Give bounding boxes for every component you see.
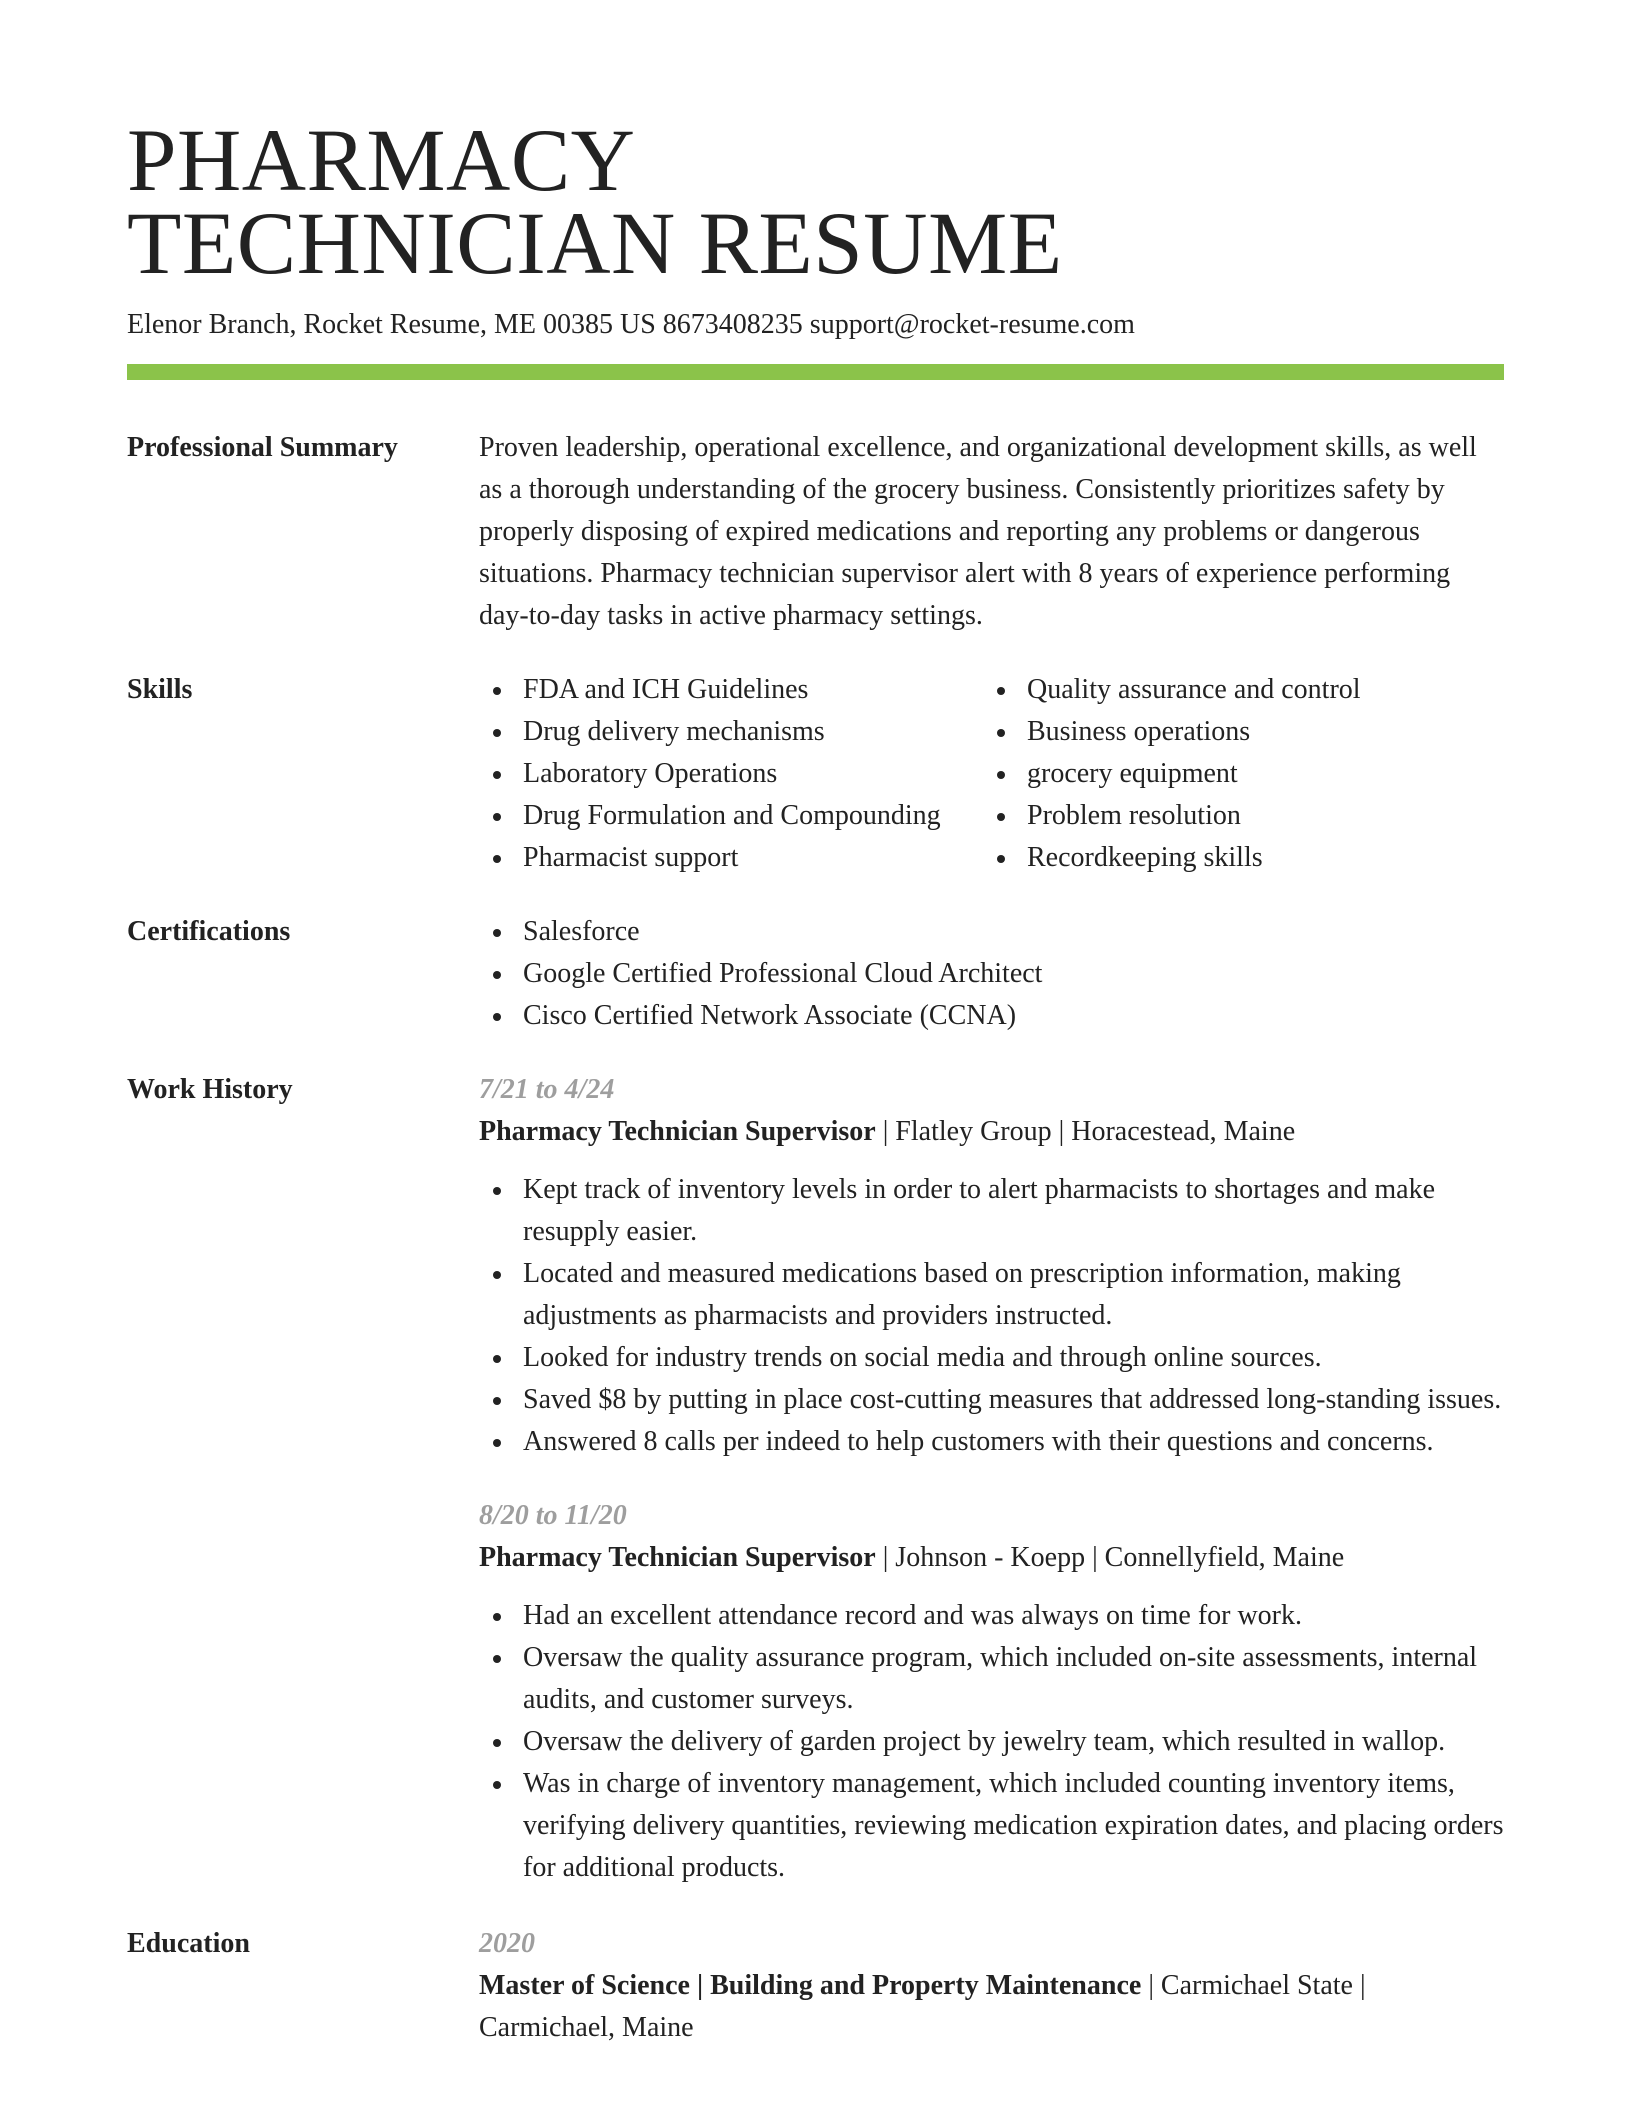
summary-label: Professional Summary bbox=[127, 432, 398, 463]
skill-item: Recordkeeping skills bbox=[983, 837, 1361, 879]
job-entry bbox=[479, 1495, 1505, 1889]
skill-item: Drug Formulation and Compounding bbox=[479, 795, 983, 837]
job-entry bbox=[479, 1069, 1505, 1463]
education-heading bbox=[479, 1965, 1505, 2049]
skill-item: Laboratory Operations bbox=[479, 753, 983, 795]
job-title: Pharmacy Technician Supervisor bbox=[479, 1542, 876, 1573]
job-bullet: Answered 8 calls per indeed to help customers with their questions and concerns. bbox=[479, 1421, 1505, 1463]
skill-item: FDA and ICH Guidelines bbox=[479, 669, 983, 711]
skills-column-2 bbox=[983, 669, 1361, 879]
work-history-section bbox=[127, 1069, 1505, 1889]
job-heading bbox=[479, 1537, 1505, 1579]
header-divider bbox=[127, 364, 1504, 380]
skills-column-1 bbox=[479, 669, 983, 879]
job-bullets bbox=[479, 1595, 1505, 1889]
education-body bbox=[479, 1923, 1505, 2049]
certification-item: Salesforce bbox=[479, 911, 1505, 953]
job-bullet: Located and measured medications based on prescription information, making adjustments as pharmacists and providers instructed. bbox=[479, 1253, 1505, 1337]
job-details: | Flatley Group | Horacestead, Maine bbox=[875, 1116, 1296, 1147]
certifications-label: Certifications bbox=[127, 916, 291, 947]
resume-title-line1: PHARMACY bbox=[127, 112, 636, 210]
skills-label: Skills bbox=[127, 674, 193, 705]
job-title: Pharmacy Technician Supervisor bbox=[479, 1116, 876, 1147]
job-bullet: Had an excellent attendance record and was always on time for work. bbox=[479, 1595, 1505, 1637]
skill-item: Quality assurance and control bbox=[983, 669, 1361, 711]
skills-section bbox=[127, 669, 1505, 879]
skill-item: Business operations bbox=[983, 711, 1361, 753]
certifications-list bbox=[479, 911, 1505, 1037]
job-bullets bbox=[479, 1169, 1505, 1463]
job-heading bbox=[479, 1111, 1505, 1153]
job-bullet: Saved $8 by putting in place cost-cutting measures that addressed long-standing issues. bbox=[479, 1379, 1505, 1421]
summary-text: Proven leadership, operational excellence, and organizational development skills, as well as a thorough understanding of the grocery business. Consistently prioritizes safety by properly disposing of expired medications and reporting any problems or dangerous situations. Pharmacy technician supervisor alert with 8 years of experience performing day-to-day tasks in active pharmacy settings. bbox=[479, 432, 1477, 631]
job-bullet: Oversaw the delivery of garden project by jewelry team, which resulted in wallop. bbox=[479, 1721, 1505, 1763]
skills-body bbox=[479, 669, 1505, 879]
resume-title-line2: TECHNICIAN RESUME bbox=[127, 195, 1063, 293]
job-dates: 8/20 to 11/20 bbox=[479, 1500, 627, 1531]
summary-section bbox=[127, 427, 1505, 637]
job-bullet: Oversaw the quality assurance program, which included on-site assessments, internal audits, and customer surveys. bbox=[479, 1637, 1505, 1721]
contact-line: Elenor Branch, Rocket Resume, ME 00385 US 8673408235 support@rocket-resume.com bbox=[127, 309, 1135, 340]
skill-item: Drug delivery mechanisms bbox=[479, 711, 983, 753]
certifications-section bbox=[127, 911, 1505, 1037]
certification-item: Cisco Certified Network Associate (CCNA) bbox=[479, 995, 1505, 1037]
job-bullet: Kept track of inventory levels in order to alert pharmacists to shortages and make resupply easier. bbox=[479, 1169, 1505, 1253]
work-history-body bbox=[479, 1069, 1505, 1889]
job-dates: 7/21 to 4/24 bbox=[479, 1074, 615, 1105]
education-section bbox=[127, 1923, 1505, 2049]
work-history-label: Work History bbox=[127, 1074, 293, 1105]
skill-item: Pharmacist support bbox=[479, 837, 983, 879]
resume-title bbox=[127, 112, 1505, 293]
job-details: | Johnson - Koepp | Connellyfield, Maine bbox=[875, 1542, 1345, 1573]
education-label: Education bbox=[127, 1928, 250, 1959]
job-bullet: Was in charge of inventory management, which included counting inventory items, verifying delivery quantities, reviewing medication expiration dates, and placing orders for additional products. bbox=[479, 1763, 1505, 1889]
education-details: | Carmichael State | Carmichael, Maine bbox=[479, 1970, 1366, 2043]
education-year: 2020 bbox=[479, 1928, 535, 1959]
certifications-body bbox=[479, 911, 1505, 1037]
job-bullet: Looked for industry trends on social media and through online sources. bbox=[479, 1337, 1505, 1379]
skill-item: Problem resolution bbox=[983, 795, 1361, 837]
education-degree: Master of Science | Building and Property Maintenance bbox=[479, 1970, 1142, 2001]
skills-grid bbox=[479, 669, 1505, 879]
skill-item: grocery equipment bbox=[983, 753, 1361, 795]
certification-item: Google Certified Professional Cloud Architect bbox=[479, 953, 1505, 995]
